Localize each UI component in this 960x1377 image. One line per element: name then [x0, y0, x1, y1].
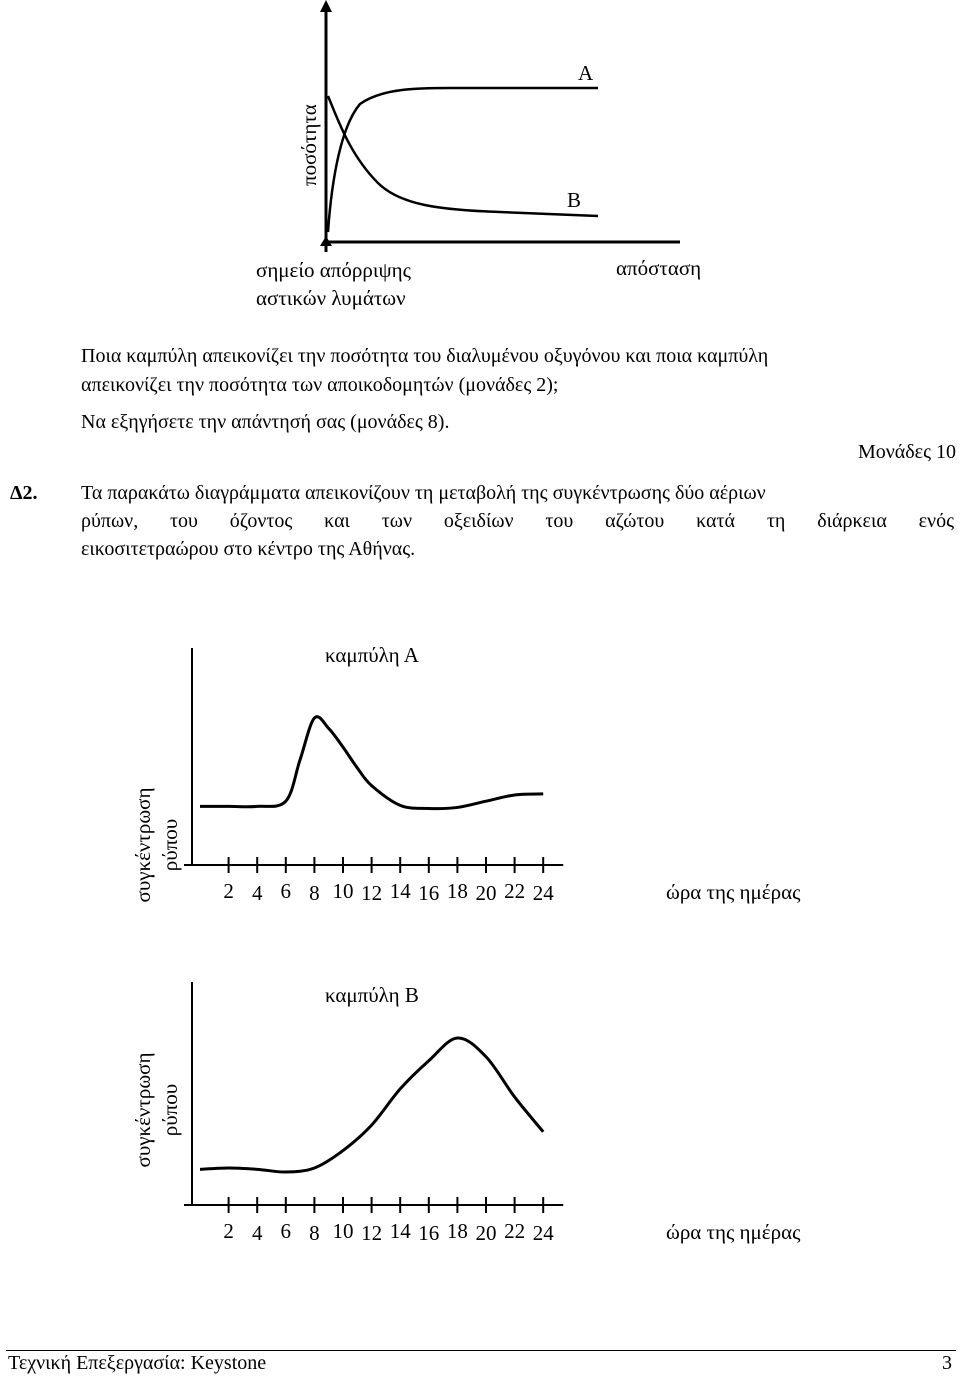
question-line-1: Ποια καμπύλη απεικονίζει την ποσότητα του διαλυμένου οξυγόνου και ποια καμπύλη: [81, 345, 769, 367]
d2-line-1: Τα παρακάτω διαγράμματα απεικονίζουν τη μεταβολή της συγκέντρωσης δύο αέριων: [81, 482, 766, 504]
top-figure: [0, 0, 960, 320]
chart-a-tick-label-22: 22: [504, 879, 526, 903]
chart-a-ylabel-2: ρύπου: [158, 818, 182, 872]
chart-a-tick-label-6: 6: [280, 879, 292, 903]
chart-b-ylabel-1: συγκέντρωση: [131, 1052, 155, 1168]
chart-b-tick-label-20: 20: [475, 1221, 497, 1245]
chart-b-tick-label-22: 22: [504, 1219, 526, 1243]
chart-b-tick-label-12: 12: [361, 1221, 383, 1245]
top-x-label: απόσταση: [616, 256, 702, 280]
chart-a-tick-label-10: 10: [332, 879, 354, 903]
chart-b-tick-label-16: 16: [418, 1221, 440, 1245]
chart-a-tick-label-24: 24: [532, 881, 554, 905]
curve-a-label: Α: [578, 61, 594, 85]
chart-a-tick-label-14: 14: [389, 879, 411, 903]
top-y-label: ποσότητα: [297, 104, 321, 186]
chart-a-title: καμπύλη Α: [325, 643, 419, 667]
chart-a-tick-label-20: 20: [475, 881, 497, 905]
origin-label-1: σημείο απόρριψης: [256, 258, 411, 282]
chart-b-tick-label-8: 8: [309, 1221, 320, 1245]
chart-b-title: καμπύλη Β: [325, 983, 419, 1007]
top-y-arrow: [320, 0, 332, 12]
chart-a-tick-label-4: 4: [251, 881, 263, 905]
chart-b: [0, 960, 960, 1260]
d2-number: Δ2.: [10, 482, 38, 504]
chart-a-curve: [200, 717, 543, 809]
top-curve-b: [328, 96, 598, 216]
d2-line-2: ρύπων, του όζοντος και των οξειδίων του αζώτου κατά τη διάρκεια ενός: [81, 510, 954, 532]
points-label: Μονάδες 10: [857, 441, 956, 463]
footer-left-text: Τεχνική Επεξεργασία: Keystone: [8, 1352, 267, 1374]
chart-a-tick-label-18: 18: [446, 879, 468, 903]
chart-b-tick-label-6: 6: [280, 1219, 292, 1243]
question-line-3: Να εξηγήσετε την απάντησή σας (μονάδες 8).: [81, 411, 450, 433]
chart-b-ylabel-2: ρύπου: [158, 1083, 182, 1137]
chart-b-tick-label-14: 14: [389, 1219, 411, 1243]
chart-a-tick-label-8: 8: [309, 881, 320, 905]
chart-a-tick-label-16: 16: [418, 881, 440, 905]
chart-a-xlabel: ώρα της ημέρας: [666, 880, 801, 904]
chart-b-tick-label-4: 4: [251, 1221, 263, 1245]
chart-b-tick-label-18: 18: [446, 1219, 468, 1243]
chart-b-tick-label-2: 2: [223, 1219, 234, 1243]
chart-a-tick-label-2: 2: [223, 879, 234, 903]
chart-b-xlabel: ώρα της ημέρας: [666, 1220, 801, 1244]
page-number: 3: [942, 1352, 952, 1374]
curve-b-label: Β: [567, 188, 582, 212]
footer-rule: [6, 1350, 956, 1351]
chart-a: [0, 620, 960, 960]
chart-b-tick-label-10: 10: [332, 1219, 354, 1243]
question-line-2: απεικονίζει την ποσότητα των αποικοδομητών (μονάδες 2);: [81, 374, 559, 396]
d2-line-3: εικοσιτετραώρου στο κέντρο της Αθήνας.: [81, 538, 416, 560]
chart-a-ylabel-1: συγκέντρωση: [131, 787, 155, 903]
chart-b-curve: [200, 1038, 543, 1172]
chart-b-tick-label-24: 24: [532, 1221, 554, 1245]
chart-a-tick-label-12: 12: [361, 881, 383, 905]
origin-label-2: αστικών λυμάτων: [256, 286, 406, 310]
